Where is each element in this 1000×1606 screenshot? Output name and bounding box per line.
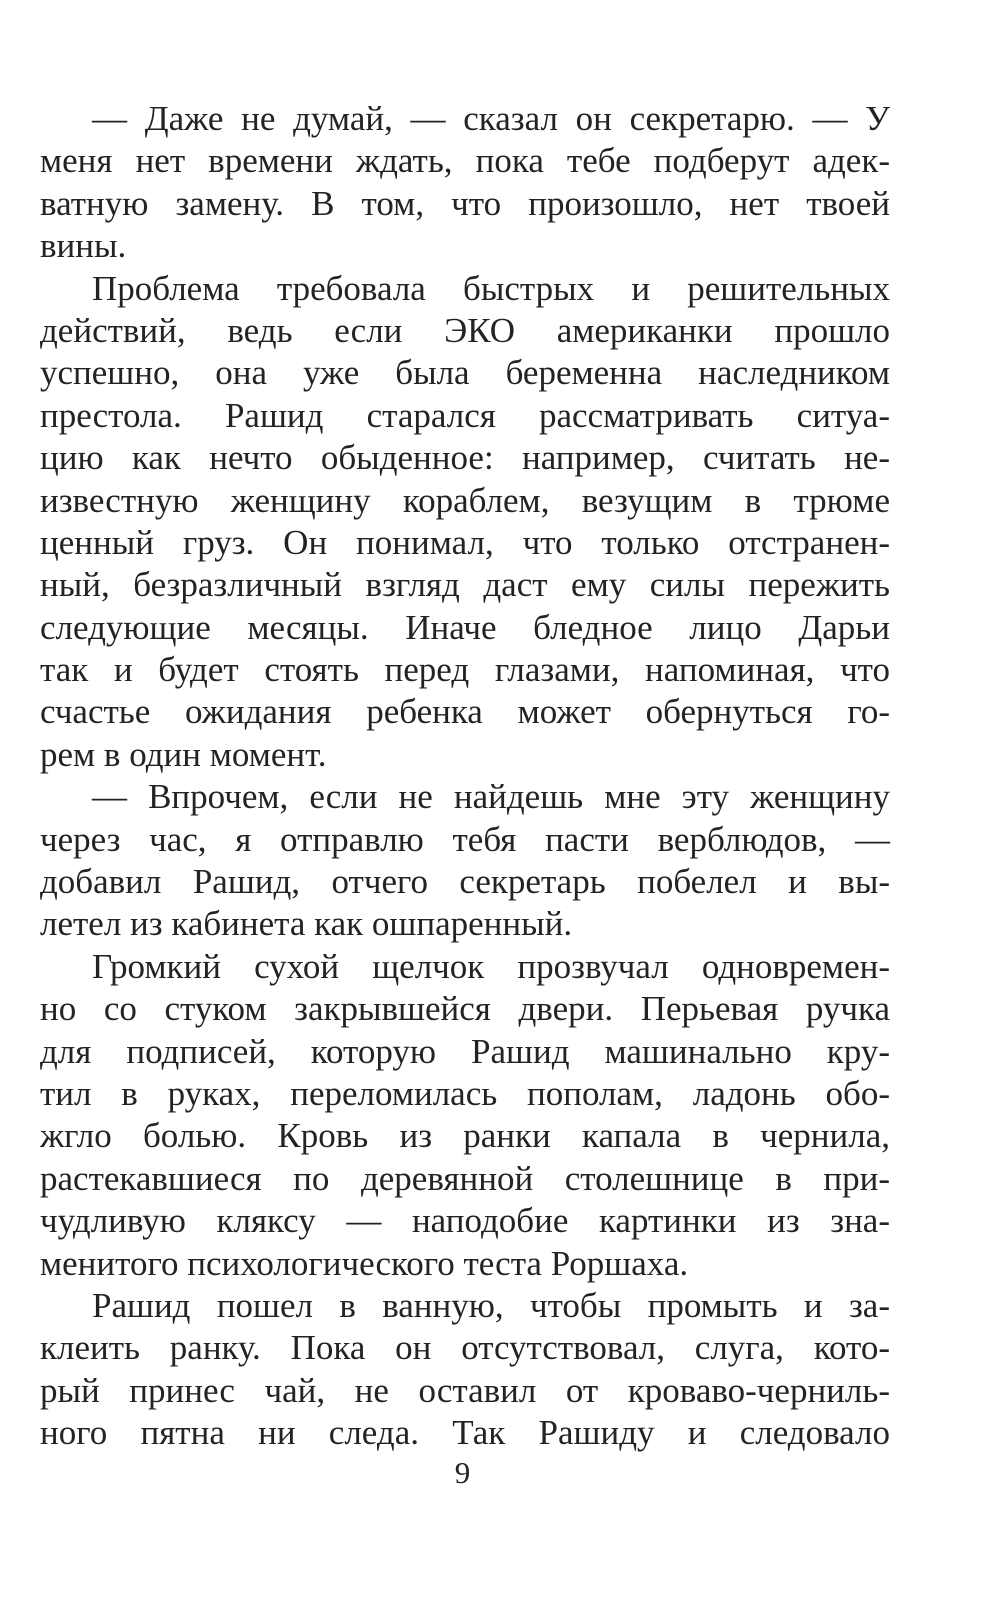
text-line: тил в руках, переломилась пополам, ладонь обо-: [40, 1073, 890, 1113]
text-line: так и будет стоять перед глазами, напоминая, что: [40, 650, 890, 690]
text-line: чудливую кляксу — наподобие картинки из зна-: [40, 1201, 890, 1241]
text-line: — Впрочем, если не найдешь мне эту женщину: [92, 777, 890, 817]
text-line: добавил Рашид, отчего секретарь побелел и вы-: [40, 862, 890, 902]
text-line: жгло болью. Кровь из ранки капала в чернила,: [40, 1116, 890, 1156]
text-line: известную женщину кораблем, везущим в трюме: [40, 480, 890, 520]
text-line: клеить ранку. Пока он отсутствовал, слуга, кото-: [40, 1328, 890, 1368]
text-line: цию как нечто обыденное: например, считать не-: [40, 438, 890, 478]
text-line: растекавшиеся по деревянной столешнице в при-: [40, 1158, 890, 1198]
text-line: — Даже не думай, — сказал он секретарю. — У: [92, 99, 890, 138]
text-line: менитого психологического теста Роршаха.: [40, 1243, 689, 1283]
body-text: [40, 98, 890, 1455]
text-line: ного пятна ни следа. Так Рашиду и следовало: [40, 1413, 890, 1453]
text-line: вины.: [40, 226, 127, 266]
text-line: рем в один момент.: [40, 734, 327, 774]
text-line: престола. Рашид старался рассматривать ситуа-: [40, 395, 890, 435]
text-line: следующие месяцы. Иначе бледное лицо Дарьи: [40, 607, 890, 647]
text-line: Проблема требовала быстрых и решительных: [92, 268, 890, 308]
text-line: но со стуком закрывшейся двери. Перьевая ручка: [40, 989, 890, 1029]
text-line: летел из кабинета как ошпаренный.: [40, 904, 573, 944]
text-line: Рашид пошел в ванную, чтобы промыть и за-: [92, 1285, 890, 1325]
text-line: ватную замену. В том, что произошло, нет твоей: [40, 183, 890, 223]
page-number: 9: [454, 1455, 471, 1490]
text-line: рый принес чай, не оставил от кроваво-черниль-: [40, 1370, 890, 1410]
text-line: счастье ожидания ребенка может обернуться го-: [40, 692, 890, 732]
text-line: меня нет времени ждать, пока тебе подберут адек-: [40, 141, 890, 181]
text-line: ный, безразличный взгляд даст ему силы пережить: [40, 565, 890, 605]
text-line: действий, ведь если ЭКО американки прошло: [40, 310, 890, 350]
text-line: через час, я отправлю тебя пасти верблюдов, —: [40, 819, 890, 859]
text-line: успешно, она уже была беременна наследником: [40, 353, 890, 393]
text-line: Громкий сухой щелчок прозвучал одновремен-: [92, 946, 890, 986]
text-line: ценный груз. Он понимал, что только отстранен-: [40, 522, 890, 562]
text-line: для подписей, которую Рашид машинально кру-: [40, 1031, 890, 1071]
